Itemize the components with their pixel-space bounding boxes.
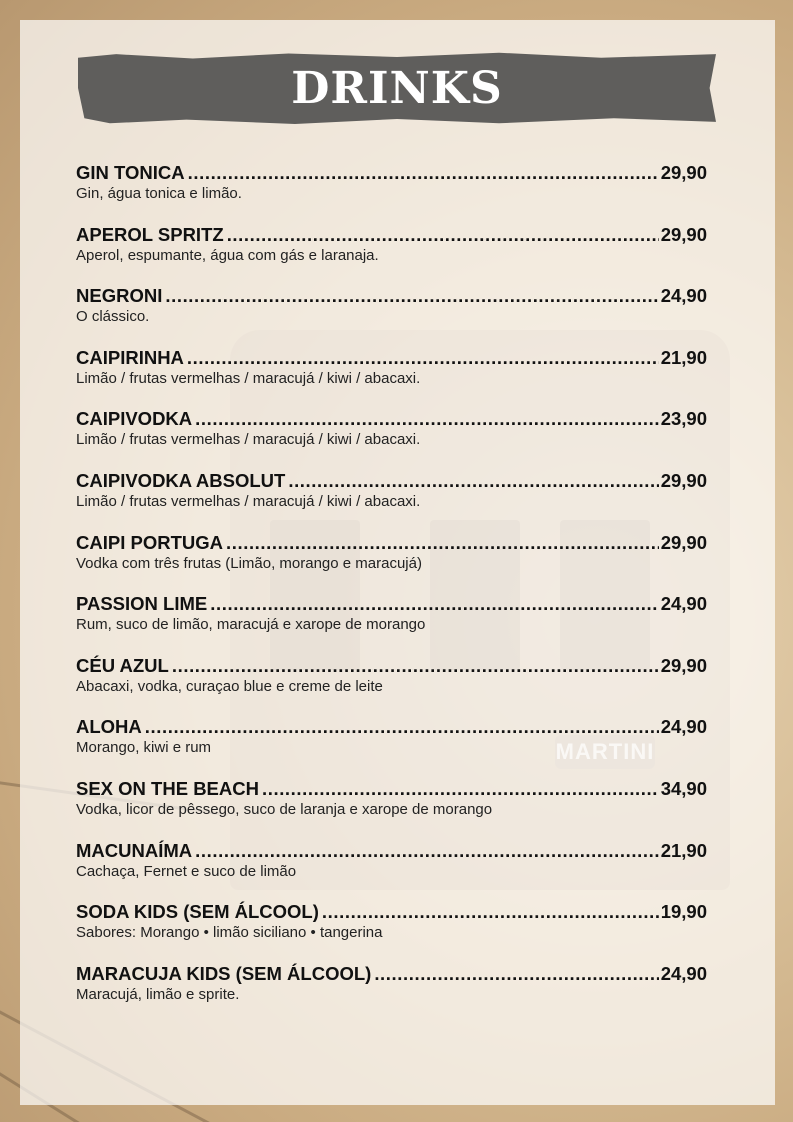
item-name: SEX ON THE BEACH — [76, 777, 259, 799]
menu-item-row — [76, 963, 707, 985]
item-description: Maracujá, limão e sprite. — [76, 985, 240, 1003]
dot-leader — [288, 470, 658, 492]
item-description: Rum, suco de limão, maracujá e xarope de morango — [76, 616, 426, 634]
menu-item — [76, 716, 707, 778]
item-description: Aperol, espumante, água com gás e laranaja. — [76, 246, 379, 264]
item-name: APEROL SPRITZ — [76, 223, 224, 245]
item-description: Gin, água tonica e limão. — [76, 185, 242, 202]
item-price: 29,90 — [660, 223, 707, 245]
dot-leader — [227, 224, 659, 246]
menu-item — [76, 840, 707, 902]
item-price: 24,90 — [660, 962, 707, 984]
item-description: O clássico. — [76, 308, 150, 326]
menu-item-row — [76, 347, 707, 369]
dot-leader — [187, 347, 659, 369]
menu-item-row — [76, 532, 707, 554]
item-price: 21,90 — [660, 346, 707, 368]
dot-leader — [374, 963, 658, 985]
dot-leader — [172, 655, 659, 677]
item-price: 24,90 — [660, 593, 707, 615]
item-name: CÉU AZUL — [76, 654, 169, 676]
item-name: CAIPIVODKA — [76, 408, 193, 430]
item-name: CAIPI PORTUGA — [76, 531, 223, 553]
menu-item — [76, 408, 707, 470]
item-description: Morango, kiwi e rum — [76, 739, 212, 757]
item-price: 29,90 — [660, 654, 707, 676]
menu-item-row — [76, 840, 707, 862]
menu-item — [76, 963, 707, 1025]
menu-item — [76, 655, 707, 717]
menu-item-row — [76, 778, 707, 800]
dot-leader — [165, 285, 658, 307]
item-name: PASSION LIME — [76, 593, 208, 615]
item-price: 29,90 — [660, 469, 707, 491]
item-name: GIN TONICA — [76, 162, 185, 183]
item-name: MARACUJA KIDS (SEM ÁLCOOL) — [76, 962, 372, 984]
menu-item — [76, 162, 707, 224]
menu-item — [76, 224, 707, 286]
menu-item-row — [76, 655, 707, 677]
item-price: 21,90 — [660, 839, 707, 861]
item-name: MACUNAÍMA — [76, 839, 193, 861]
menu-item — [76, 593, 707, 655]
item-name: ALOHA — [76, 716, 142, 738]
menu-item — [76, 778, 707, 840]
menu-item-row — [76, 593, 707, 615]
page-title: DRINKS — [291, 62, 503, 114]
dot-leader — [195, 840, 659, 862]
item-description: Vodka com três frutas (Limão, morango e maracujá) — [76, 554, 422, 572]
dot-leader — [322, 901, 659, 923]
menu-item — [76, 470, 707, 532]
item-description: Vodka, licor de pêssego, suco de laranja e xarope de morango — [76, 800, 493, 818]
drinks-list — [76, 162, 707, 1024]
menu-item-row — [76, 901, 707, 923]
menu-item-row — [76, 470, 707, 492]
dot-leader — [188, 162, 659, 184]
menu-item-row — [76, 408, 707, 430]
item-name: CAIPIVODKA ABSOLUT — [76, 469, 286, 491]
item-name: SODA KIDS (SEM ÁLCOOL) — [76, 901, 319, 923]
item-price: 29,90 — [660, 162, 707, 183]
dot-leader — [210, 593, 658, 615]
item-price: 29,90 — [660, 531, 707, 553]
dot-leader — [262, 778, 659, 800]
item-price: 24,90 — [660, 716, 707, 738]
item-description: Limão / frutas vermelhas / maracujá / kiwi / abacaxi. — [76, 492, 421, 510]
menu-item — [76, 901, 707, 963]
dot-leader — [145, 716, 659, 738]
item-price: 23,90 — [660, 408, 707, 430]
menu-item-row — [76, 224, 707, 246]
item-description: Cachaça, Fernet e suco de limão — [76, 862, 297, 880]
menu-item-row — [76, 162, 707, 184]
item-name: NEGRONI — [76, 285, 163, 307]
item-description: Limão / frutas vermelhas / maracujá / kiwi / abacaxi. — [76, 431, 421, 449]
item-description: Sabores: Morango • limão siciliano • tangerina — [76, 924, 383, 942]
item-description: Abacaxi, vodka, curaçao blue e creme de leite — [76, 677, 383, 695]
dot-leader — [195, 408, 659, 430]
menu-item — [76, 285, 707, 347]
menu-item-row — [76, 716, 707, 738]
menu-item — [76, 532, 707, 594]
item-price: 34,90 — [660, 777, 707, 799]
dot-leader — [226, 532, 659, 554]
item-price: 19,90 — [660, 901, 707, 923]
menu-item-row — [76, 285, 707, 307]
menu-item — [76, 347, 707, 409]
item-price: 24,90 — [660, 285, 707, 307]
item-description: Limão / frutas vermelhas / maracujá / kiwi / abacaxi. — [76, 369, 421, 387]
item-name: CAIPIRINHA — [76, 346, 184, 368]
